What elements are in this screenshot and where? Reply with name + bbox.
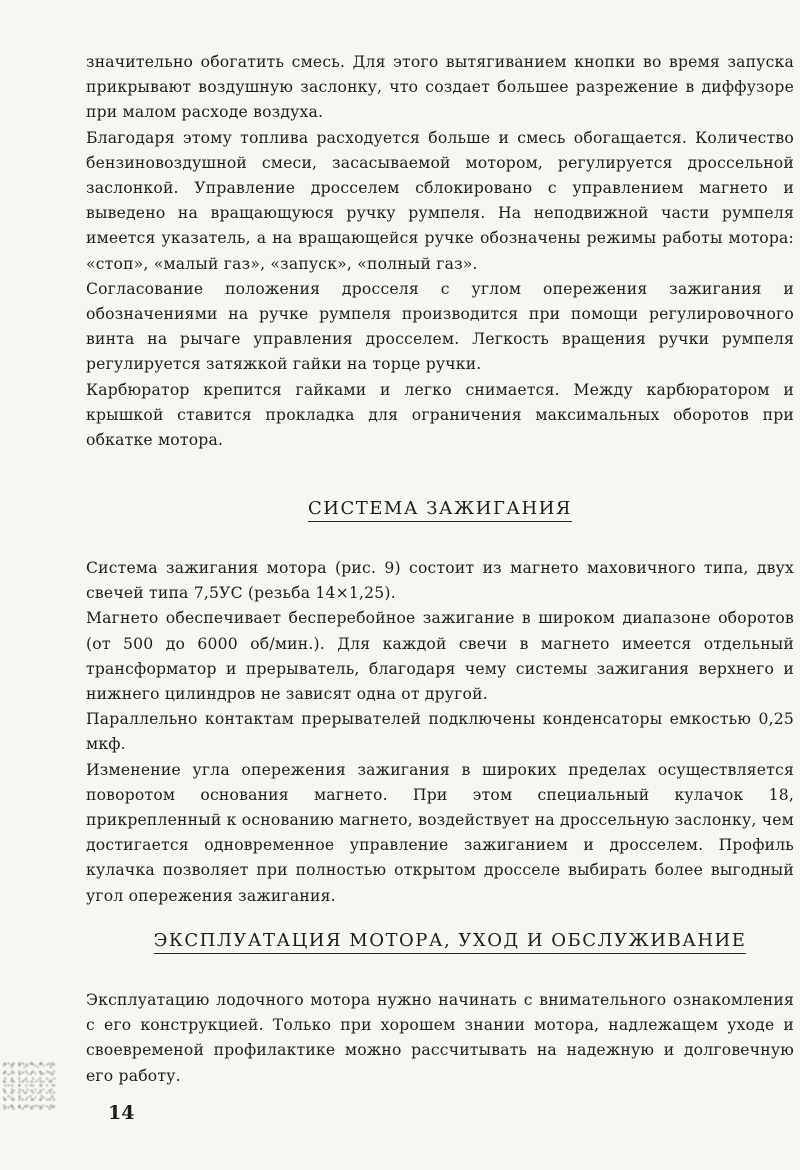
scan-smudge [2,1060,56,1110]
operation-heading: ЭКСПЛУАТАЦИЯ МОТОРА, УХОД И ОБСЛУЖИВАНИЕ [154,930,747,954]
operation-heading-wrap [120,930,780,954]
ignition-paragraph-1: Система зажигания мотора (рис. 9) состоит из магнето маховичного типа, двух свечей типа 7,5УС (резьба 14×1,25). [86,559,794,603]
ignition-heading: СИСТЕМА ЗАЖИГАНИЯ [308,498,572,522]
ignition-paragraph-4: Изменение угла опережения зажигания в широких пределах осуществляется поворотом основания магнето. При этом специальный кулачок 18, прикрепленный к основанию магнето, воздействует на дроссельную заслонку, чем достигается одновременное управление зажиганием и дросселем. Профиль кулачка позволяет при полностью открытом дросселе выбирать более выгодный угол опережения зажигания. [86,760,794,905]
intro-section [86,50,794,453]
operation-paragraph-1: Эксплуатацию лодочного мотора нужно начинать с внимательного ознакомления с его конструкцией. Только при хорошем знании мотора, надлежащем уходе и своевременой профилактике можно рассчитывать на надежную и долговечную его работу. [86,991,794,1085]
intro-paragraph-1: значительно обогатить смесь. Для этого вытягиванием кнопки во время запуска прикрывают воздушную заслонку, что создает большее разрежение в диффузоре при малом расходе воздуха. [86,53,794,122]
ignition-heading-wrap [86,498,794,522]
ignition-section [86,556,794,909]
ignition-paragraph-2: Магнето обеспечивает бесперебойное зажигание в широком диапазоне оборотов (от 500 до 6000 об/мин.). Для каждой свечи в магнето имеется отдельный трансформатор и прерыватель, благодаря чему системы зажигания верхнего и нижнего цилиндров не зависят одна от другой. [86,609,794,704]
intro-paragraph-3: Согласование положения дросселя с углом опережения зажигания и обозначениями на ручке румпеля производится при помощи регулировочного винта на рычаге управления дросселем. Легкость вращения ручки румпеля регулируется затяжкой гайки на торце ручки. [86,279,794,374]
ignition-paragraph-3: Параллельно контактам прерывателей подключены конденсаторы емкостью 0,25 мкф. [86,710,794,754]
intro-paragraph-4: Карбюратор крепится гайками и легко снимается. Между карбюратором и крышкой ставится прокладка для ограничения максимальных оборотов при обкатке мотора. [86,380,794,450]
intro-paragraph-2: Благодаря этому топлива расходуется больше и смесь обогащается. Количество бензиновоздушной смеси, засасываемой мотором, регулируется дроссельной заслонкой. Управление дросселем сблокировано с управлением магнето и выведено на вращающуюся ручку румпеля. На неподвижной части румпеля имеется указатель, а на вращающейся ручке обозначены режимы работы мотора: «стоп», «малый газ», «запуск», «полный газ». [86,128,794,273]
operation-section [86,988,794,1089]
page-number: 14 [108,1102,135,1124]
